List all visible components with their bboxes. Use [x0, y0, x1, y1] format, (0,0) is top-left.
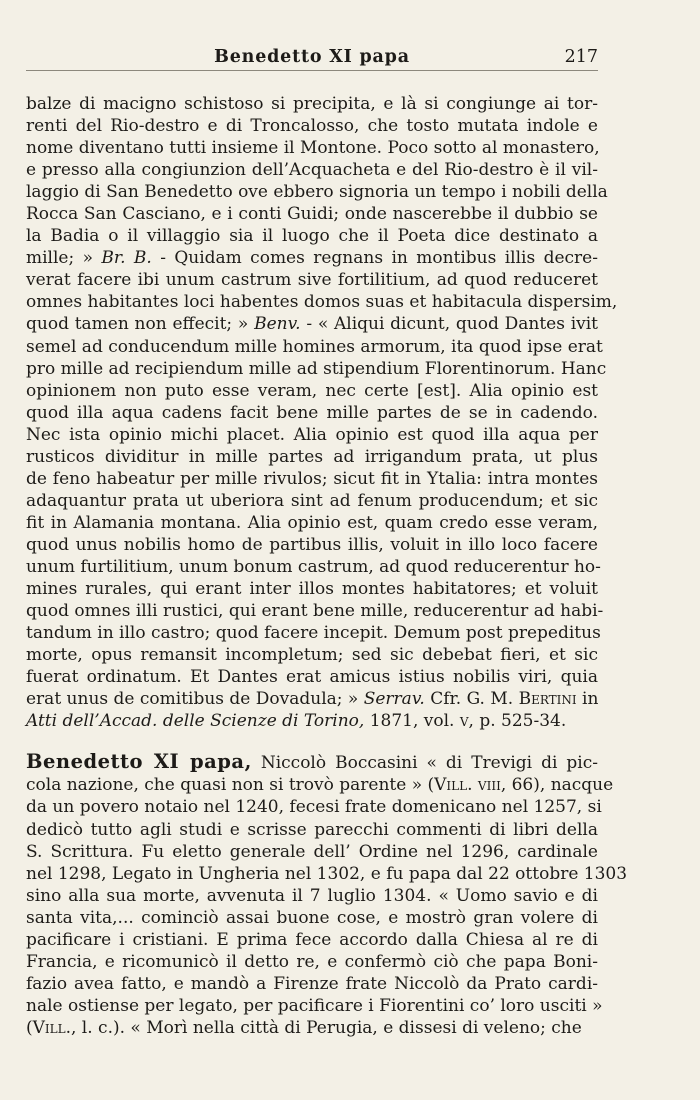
- text-line: renti del Rio-destro e di Troncalosso, che tosto mutata indole e: [26, 116, 598, 137]
- text-line: fuerat ordinatum. Et Dantes erat amicus istius nobilis viri, quia: [26, 667, 598, 688]
- running-head: [26, 44, 598, 71]
- text-line: adaquantur prata ut uberiora sint ad fenum producendum; et sic: [26, 490, 598, 511]
- text-line: balze di macigno schistoso si precipita, e là si congiunge ai tor-: [26, 94, 598, 114]
- text-line: da un povero notaio nel 1240, fecesi frate domenicano nel 1257, si: [26, 797, 602, 818]
- text-line: mille; » Br. B. - Quidam comes regnans in montibus illis decre-: [26, 248, 598, 269]
- text-line: e presso alla congiunzion dell’Acquacheta e del Rio-destro è il vil-: [26, 160, 598, 181]
- text-line: la Badia o il villaggio sia il luogo che il Poeta dice destinato a: [26, 226, 598, 247]
- text-line: quod unus nobilis homo de partibus illis, voluit in illo loco facere: [26, 534, 598, 555]
- text-line: nel 1298, Legato in Ungheria nel 1302, e fu papa dal 22 ottobre 1303: [26, 863, 628, 884]
- body-text: [26, 93, 628, 1039]
- text-line: fazio avea fatto, e mandò a Firenze frate Niccolò da Prato cardi-: [26, 973, 598, 994]
- text-line: morte, opus remansit incompletum; sed sic debebat fieri, et sic: [26, 645, 598, 666]
- text-line: Rocca San Casciano, e i conti Guidi; onde nascerebbe il dubbio se: [26, 204, 598, 225]
- text-line: quod omnes illi rustici, qui erant bene mille, reducerentur ad habi-: [26, 601, 604, 622]
- text-line: tandum in illo castro; quod facere incepit. Demum post prepeditus: [26, 623, 601, 644]
- text-line: Atti dell’Accad. delle Scienze di Torino, 1871, vol. v, p. 525-34.: [26, 711, 567, 732]
- text-line: verat facere ibi unum castrum sive fortilitium, ad quod reduceret: [26, 270, 598, 291]
- text-line: S. Scrittura. Fu eletto generale dell’ Ordine nel 1296, cardinale: [26, 841, 598, 862]
- text-line: laggio di San Benedetto ove ebbero signoria un tempo i nobili della: [26, 182, 608, 203]
- text-line: sino alla sua morte, avvenuta il 7 luglio 1304. « Uomo savio e di: [26, 885, 598, 906]
- text-line: pro mille ad recipiendum mille ad stipendium Florentinorum. Hanc: [26, 358, 607, 379]
- text-line: semel ad conducendum mille homines armorum, ita quod ipse erat: [26, 336, 603, 357]
- text-line: unum furtilitium, unum bonum castrum, ad quod reducerentur ho-: [26, 556, 601, 577]
- text-line: quod tamen non effecit; » Benv. - « Aliqui dicunt, quod Dantes ivit: [26, 314, 598, 335]
- text-line: opinionem non puto esse veram, nec certe [est]. Alia opinio est: [26, 380, 598, 401]
- text-line: quod illa aqua cadens facit bene mille partes de se in cadendo.: [26, 402, 598, 423]
- text-line: fit in Alamania montana. Alia opinio est, quam credo esse veram,: [26, 512, 598, 533]
- text-line: omnes habitantes loci habentes domos suas et habitacula dispersim,: [26, 292, 618, 313]
- text-line: santa vita,... cominciò assai buone cose, e mostrò gran volere di: [26, 907, 598, 928]
- text-line: Nec ista opinio michi placet. Alia opinio est quod illa aqua per: [26, 424, 598, 445]
- entry-heading-line: Benedetto XI papa, Niccolò Boccasini « di Trevigi di pic-: [26, 750, 598, 774]
- text-line: rusticos dividitur in mille partes ad irrigandum prata, ut plus: [26, 446, 598, 467]
- running-title: Benedetto XI papa: [214, 47, 410, 67]
- text-line: erat unus de comitibus de Dovadula; » Serrav. Cfr. G. M. Bertini in: [26, 689, 599, 710]
- page-number: 217: [564, 47, 598, 67]
- text-line: Francia, e ricomunicò il detto re, e confermò ciò che papa Boni-: [26, 951, 598, 972]
- text-line: de feno habeatur per mille rivulos; sicut fit in Ytalia: intra montes: [26, 468, 598, 489]
- text-line: nale ostiense per legato, per pacificare i Fiorentini co’ loro usciti »: [26, 995, 603, 1016]
- text-line: pacificare i cristiani. E prima fece accordo dalla Chiesa al re di: [26, 929, 598, 950]
- text-line: (Vill., l. c.). « Morì nella città di Perugia, e dissesi di veleno; che: [26, 1017, 582, 1038]
- text-line: cola nazione, che quasi non si trovò parente » (Vill. viii, 66), nacque: [26, 775, 614, 796]
- text-line: dedicò tutto agli studi e scrisse parecchi commenti di libri della: [26, 819, 598, 840]
- text-line: mines rurales, qui erant inter illos montes habitatores; et voluit: [26, 579, 598, 600]
- text-line: nome diventano tutti insieme il Montone. Poco sotto al monastero,: [26, 138, 600, 159]
